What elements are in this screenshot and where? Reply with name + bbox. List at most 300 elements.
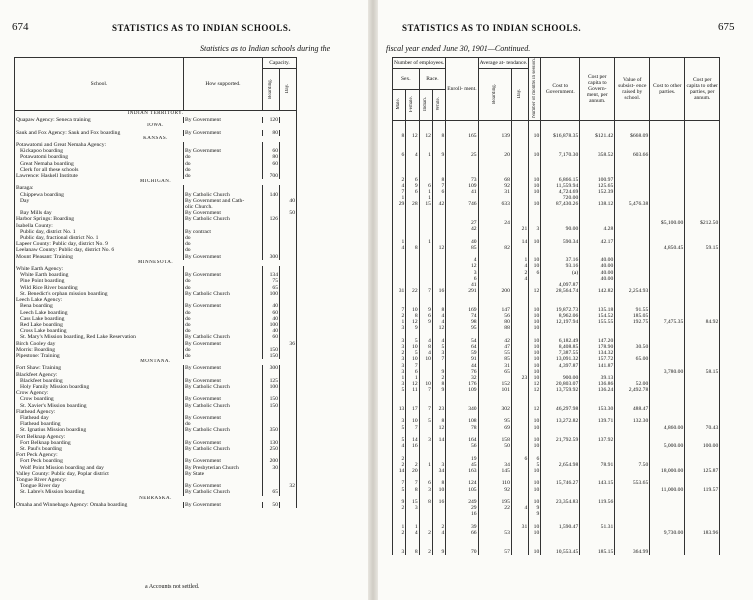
- how-supported-cell: By Government: [184, 210, 263, 216]
- att-boarding-cell: 633: [478, 201, 511, 207]
- left-page: [0, 0, 368, 600]
- cost-per-capita-other-cell: 70.43: [685, 425, 720, 431]
- male-cell: 3: [393, 418, 406, 424]
- day-capacity-cell: 36: [280, 341, 297, 347]
- white-cell: 4: [432, 530, 445, 536]
- value-subsistence-cell: 91.55: [615, 307, 650, 313]
- male-cell: 1: [393, 319, 406, 325]
- male-cell: 4: [393, 443, 406, 449]
- school-cell: Public day, fractional district No. 1: [15, 235, 184, 241]
- how-supported-cell: By Government: [184, 117, 263, 123]
- cost-per-capita-other-cell: [685, 120, 720, 127]
- cost-per-capita-cell: 157.72: [580, 356, 615, 362]
- cost-per-capita-cell: 136.86: [580, 381, 615, 387]
- how-supported-cell: By Government: [184, 148, 263, 154]
- white-cell: 12: [432, 325, 445, 331]
- cost-government-cell: 13,759.92: [541, 387, 580, 393]
- header-sex: Sex.: [393, 69, 420, 90]
- page-number-left: 674: [12, 21, 29, 33]
- school-cell: Crow Agency:: [15, 390, 184, 396]
- how-supported-cell: By Government: [184, 415, 263, 421]
- white-cell: 3: [432, 350, 445, 356]
- how-supported-cell: do: [184, 241, 263, 247]
- indian-cell: 9: [419, 307, 432, 313]
- how-supported-cell: By Catholic Church: [184, 403, 263, 409]
- white-cell: 8: [432, 307, 445, 313]
- cost-government-cell: 46,297.98: [541, 406, 580, 412]
- male-cell: 4: [393, 245, 406, 251]
- how-supported-cell: By Government: [184, 396, 263, 402]
- months-cell: 9: [529, 505, 541, 511]
- school-cell: Bena boarding: [15, 303, 184, 309]
- enrollment-cell: 164: [446, 437, 478, 443]
- school-cell: Crow boarding: [15, 396, 184, 402]
- att-boarding-cell: 139: [478, 133, 511, 139]
- boarding-capacity-cell: 80: [263, 154, 280, 160]
- white-cell: 5: [432, 344, 445, 350]
- months-cell: 9: [529, 511, 541, 517]
- att-boarding-cell: 92: [478, 183, 511, 189]
- att-day-cell: 4: [511, 276, 528, 282]
- months-cell: 10: [529, 344, 541, 350]
- boarding-capacity-cell: 40: [263, 303, 280, 309]
- school-cell: Public day, district No. 1: [15, 229, 184, 235]
- cost-other-cell: 5,000.00: [650, 443, 685, 449]
- value-subsistence-cell: $668.09: [615, 133, 650, 139]
- header-cost-per-capita-other: Cost per capita to other parties, per annum.: [685, 58, 720, 121]
- value-subsistence-cell: 65.00: [615, 356, 650, 362]
- how-supported-cell: By Government: [184, 254, 263, 260]
- cost-government-cell: 87,430.26: [541, 201, 580, 207]
- months-cell: 10: [529, 239, 541, 245]
- months-cell: 10: [529, 524, 541, 530]
- female-cell: 1: [406, 375, 419, 381]
- indian-cell: 1: [419, 189, 432, 195]
- cost-government-cell: (a): [541, 270, 580, 276]
- cost-per-capita-cell: 138.12: [580, 201, 615, 207]
- att-day-cell: 4: [511, 505, 528, 511]
- att-boarding-cell: 65: [478, 369, 511, 375]
- how-supported-cell: do: [184, 154, 263, 160]
- white-cell: 7: [432, 356, 445, 362]
- school-cell: Pipestone: Training: [15, 353, 184, 359]
- school-cell: Blackfeet Agency:: [15, 372, 184, 378]
- enrollment-cell: 176: [446, 381, 478, 387]
- how-supported-cell: By Catholic Church: [184, 446, 263, 452]
- how-supported-cell: do: [184, 235, 263, 241]
- how-supported-cell: do: [184, 173, 263, 179]
- female-cell: [406, 120, 419, 127]
- section-heading: MICHIGAN.: [15, 179, 297, 185]
- how-supported-cell: By Government: [184, 458, 263, 464]
- enrollment-cell: 54: [446, 338, 478, 344]
- male-cell: 3: [393, 381, 406, 387]
- female-cell: 10: [406, 418, 419, 424]
- cost-other-cell: 4,860.00: [650, 425, 685, 431]
- how-supported-cell: By Catholic Church: [184, 489, 263, 495]
- boarding-capacity-cell: 100: [263, 291, 280, 297]
- cost-government-cell: 10,553.45: [541, 549, 580, 555]
- cost-per-capita-cell: 4.28: [580, 226, 615, 232]
- cost-per-capita-cell: 139.71: [580, 418, 615, 424]
- how-supported-cell: By Government: [184, 341, 263, 347]
- att-boarding-cell: 80: [478, 319, 511, 325]
- boarding-capacity-cell: 100: [263, 322, 280, 328]
- white-cell: 12: [432, 425, 445, 431]
- cost-per-capita-cell: 137.92: [580, 437, 615, 443]
- indian-cell: 7: [419, 406, 432, 412]
- how-supported-cell: By Catholic Church: [184, 384, 263, 390]
- header-white: White.: [436, 97, 442, 111]
- att-boarding-cell: 152: [478, 381, 511, 387]
- school-cell: Mount Pleasant: Training: [15, 254, 184, 260]
- female-cell: 8: [406, 245, 419, 251]
- cost-government-cell: 4,724.69: [541, 189, 580, 195]
- indian-cell: 8: [419, 499, 432, 505]
- months-cell: 12: [529, 288, 541, 294]
- enrollment-cell: 19: [446, 456, 478, 462]
- school-cell: Wolf Point Mission boarding and day: [15, 465, 184, 471]
- how-supported-cell: By contract: [184, 229, 263, 235]
- months-cell: 12: [529, 381, 541, 387]
- female-cell: 2: [406, 462, 419, 468]
- female-cell: 10: [406, 307, 419, 313]
- indian-cell: 3: [419, 487, 432, 493]
- enrollment-cell: 41: [446, 282, 478, 288]
- male-cell: 13: [393, 406, 406, 412]
- male-cell: 2: [393, 505, 406, 511]
- how-supported-cell: By Presbyterian Church: [184, 465, 263, 471]
- boarding-capacity-cell: 60: [263, 334, 280, 340]
- male-cell: 2: [393, 177, 406, 183]
- male-cell: 5: [393, 387, 406, 393]
- value-subsistence-cell: 52.00: [615, 381, 650, 387]
- header-race: Race.: [419, 69, 446, 90]
- value-subsistence-cell: [615, 120, 650, 127]
- header-cost-government: Cost to Government.: [541, 58, 580, 121]
- cost-government-cell: 6,182.49: [541, 338, 580, 344]
- cost-other-cell: [650, 120, 685, 127]
- left-statistics-table: [14, 57, 297, 508]
- school-cell: Tongue River Agency:: [15, 477, 184, 483]
- enrollment-cell: 291: [446, 288, 478, 294]
- female-cell: 16: [406, 443, 419, 449]
- header-months: Number of months in session.: [531, 58, 537, 118]
- cost-per-capita-cell: 142.82: [580, 288, 615, 294]
- enrollment-cell: 4: [446, 257, 478, 263]
- school-cell: White Earth boarding: [15, 272, 184, 278]
- enrollment-cell: 105: [446, 487, 478, 493]
- school-cell: Chippewa boarding: [15, 192, 184, 198]
- female-cell: 4: [406, 152, 419, 158]
- enrollment-cell: 39: [446, 524, 478, 530]
- value-subsistence-cell: 30.50: [615, 344, 650, 350]
- how-supported-cell: do: [184, 310, 263, 316]
- att-boarding-cell: 47: [478, 344, 511, 350]
- boarding-capacity-cell: 65: [263, 285, 280, 291]
- female-cell: 22: [406, 288, 419, 294]
- school-cell: Fort Peck boarding: [15, 458, 184, 464]
- att-day-cell: 4: [511, 263, 528, 269]
- indian-cell: 1: [419, 462, 432, 468]
- cost-government-cell: 4,097.87: [541, 282, 580, 288]
- cost-government-cell: 90.00: [541, 226, 580, 232]
- indian-cell: 1: [419, 239, 432, 245]
- cost-other-cell: 9,730.00: [650, 530, 685, 536]
- boarding-capacity-cell: 300: [263, 254, 280, 260]
- header-boarding: Boarding.: [268, 78, 273, 99]
- school-cell: Fort Belknap boarding: [15, 440, 184, 446]
- enrollment-cell: 109: [446, 183, 478, 189]
- indian-cell: 6: [419, 313, 432, 319]
- att-day-cell: 1: [511, 257, 528, 263]
- enrollment-cell: 66: [446, 530, 478, 536]
- how-supported-cell: By Catholic Church: [184, 334, 263, 340]
- att-day-cell: 23: [511, 375, 528, 381]
- school-cell: St. Paul's boarding: [15, 446, 184, 452]
- months-cell: 12: [529, 387, 541, 393]
- att-boarding-cell: 31: [478, 189, 511, 195]
- att-day-cell: 21: [511, 226, 528, 232]
- female-cell: 12: [406, 319, 419, 325]
- how-supported-cell: do: [184, 161, 263, 167]
- enrollment-cell: 29: [446, 505, 478, 511]
- school-cell: Flathead day: [15, 415, 184, 421]
- months-cell: 10: [529, 338, 541, 344]
- white-cell: 8: [432, 418, 445, 424]
- enrollment-cell: 56: [446, 443, 478, 449]
- table-row: [393, 549, 720, 555]
- school-cell: Lapeer County: Public day, district No. 9: [15, 241, 184, 247]
- months-cell: 10: [529, 499, 541, 505]
- att-boarding-cell: 34: [478, 462, 511, 468]
- male-cell: 5: [393, 487, 406, 493]
- how-supported-cell: By Catholic Church: [184, 216, 263, 222]
- cost-per-capita-cell: 143.15: [580, 480, 615, 486]
- cost-per-capita-cell: 51.31: [580, 524, 615, 530]
- school-cell: Blackfeet boarding: [15, 378, 184, 384]
- cost-per-capita-cell: 119.56: [580, 499, 615, 505]
- how-supported-cell: do: [184, 316, 263, 322]
- right-statistics-table: [392, 57, 720, 555]
- att-boarding-cell: 50: [478, 443, 511, 449]
- day-capacity-cell: [280, 502, 297, 508]
- months-cell: 10: [529, 189, 541, 195]
- indian-cell: 6: [419, 480, 432, 486]
- male-cell: 2: [393, 456, 406, 462]
- months-cell: 10: [529, 480, 541, 486]
- right-page: [378, 0, 753, 600]
- enrollment-cell: 91: [446, 356, 478, 362]
- cost-government-cell: 13,272.82: [541, 418, 580, 424]
- white-cell: 4: [432, 338, 445, 344]
- how-supported-cell: do: [184, 247, 263, 253]
- months-cell: [529, 120, 541, 127]
- male-cell: 1: [393, 239, 406, 245]
- page-number-right: 675: [718, 21, 735, 33]
- indian-cell: 10: [419, 356, 432, 362]
- white-cell: 8: [432, 133, 445, 139]
- school-cell: Lawrence: Haskell Institute: [15, 173, 184, 179]
- school-cell: Baraga:: [15, 185, 184, 191]
- boarding-capacity-cell: 250: [263, 446, 280, 452]
- how-supported-cell: do: [184, 347, 263, 353]
- school-cell: Wild Rice River boarding: [15, 285, 184, 291]
- cost-per-capita-cell: 40.00: [580, 276, 615, 282]
- cost-government-cell: $16,878.35: [541, 133, 580, 139]
- cost-other-cell: 3,780.00: [650, 369, 685, 375]
- header-value-subsistence: Value of subsist- ence raised by school.: [615, 58, 650, 121]
- att-boarding-cell: 302: [478, 406, 511, 412]
- white-cell: 14: [432, 437, 445, 443]
- boarding-capacity-cell: 350: [263, 427, 280, 433]
- header-att-day: Day.: [517, 88, 523, 99]
- cost-government-cell: 7,387.55: [541, 350, 580, 356]
- att-boarding-cell: 31: [478, 363, 511, 369]
- male-cell: 14: [393, 468, 406, 474]
- male-cell: 8: [393, 133, 406, 139]
- value-subsistence-cell: 2,492.78: [615, 387, 650, 393]
- how-supported-cell: By Government and Cath-: [184, 198, 263, 204]
- male-cell: 2: [393, 350, 406, 356]
- how-supported-cell: do: [184, 353, 263, 359]
- cost-per-capita-cell: 152.39: [580, 189, 615, 195]
- school-cell: Day: [15, 198, 184, 204]
- att-boarding-cell: 101: [478, 387, 511, 393]
- school-cell: Leech Lake Agency:: [15, 297, 184, 303]
- female-cell: 5: [406, 350, 419, 356]
- enrollment-cell: 76: [446, 369, 478, 375]
- school-cell: White Earth Agency:: [15, 266, 184, 272]
- book-gutter: [368, 0, 378, 600]
- school-cell: Fort Belknap Agency:: [15, 434, 184, 440]
- cost-per-capita-other-cell: 100.00: [685, 443, 720, 449]
- cost-government-cell: 2,654.98: [541, 462, 580, 468]
- cost-government-cell: 6,866.15: [541, 177, 580, 183]
- how-supported-cell: By Government: [184, 483, 263, 489]
- cost-per-capita-cell: 136.24: [580, 387, 615, 393]
- months-cell: 10: [529, 263, 541, 269]
- value-subsistence-cell: 488.47: [615, 406, 650, 412]
- months-cell: 10: [529, 369, 541, 375]
- cost-other-cell: [650, 549, 685, 555]
- female-cell: 9: [406, 183, 419, 189]
- school-cell: Flathead boarding: [15, 421, 184, 427]
- cost-per-capita-cell: 134.32: [580, 350, 615, 356]
- school-cell: Fort Peck Agency:: [15, 452, 184, 458]
- male-cell: 6: [393, 152, 406, 158]
- att-boarding-cell: 145: [478, 468, 511, 474]
- subtitle-left: Statistics as to Indian schools during the: [200, 44, 331, 53]
- indian-cell: 3: [419, 437, 432, 443]
- boarding-capacity-cell: 60: [263, 148, 280, 154]
- enrollment-cell: 124: [446, 480, 478, 486]
- day-capacity-cell: 50: [280, 210, 297, 216]
- boarding-capacity-cell: 200: [263, 458, 280, 464]
- cost-government-cell: 8,962.06: [541, 313, 580, 319]
- boarding-capacity-cell: 300: [263, 365, 280, 371]
- indian-cell: 8: [419, 344, 432, 350]
- boarding-capacity-cell: 65: [263, 489, 280, 495]
- enrollment-cell: 249: [446, 499, 478, 505]
- indian-cell: 4: [419, 338, 432, 344]
- att-boarding-cell: 56: [478, 313, 511, 319]
- female-cell: 14: [406, 437, 419, 443]
- indian-cell: 4: [419, 350, 432, 356]
- male-cell: 7: [393, 480, 406, 486]
- att-boarding-cell: 69: [478, 425, 511, 431]
- cost-per-capita-other-cell: $212.50: [685, 220, 720, 226]
- school-cell: Pine Point boarding: [15, 278, 184, 284]
- att-boarding-cell: 22: [478, 505, 511, 511]
- female-cell: 7: [406, 425, 419, 431]
- school-cell: Birch Cooley day: [15, 341, 184, 347]
- enrollment-cell: 163: [446, 468, 478, 474]
- enrollment-cell: 64: [446, 344, 478, 350]
- value-subsistence-cell: 2,254.93: [615, 288, 650, 294]
- white-cell: 12: [432, 245, 445, 251]
- school-cell: Potawatomi boarding: [15, 154, 184, 160]
- male-cell: 2: [393, 313, 406, 319]
- male-cell: 7: [393, 189, 406, 195]
- enrollment-cell: 45: [446, 462, 478, 468]
- cost-per-capita-cell: $121.42: [580, 133, 615, 139]
- cost-per-capita-other-cell: 125.87: [685, 468, 720, 474]
- cost-government-cell: 8,408.85: [541, 344, 580, 350]
- value-subsistence-cell: 603.66: [615, 152, 650, 158]
- how-supported-cell: do: [184, 421, 263, 427]
- enrollment-cell: 59: [446, 350, 478, 356]
- subtitle-right: fiscal year ended June 30, 1901—Continued.: [386, 44, 531, 53]
- male-cell: 3: [393, 549, 406, 555]
- female-cell: 28: [406, 201, 419, 207]
- white-cell: 7: [432, 183, 445, 189]
- enrollment-cell: 95: [446, 325, 478, 331]
- female-cell: 11: [406, 387, 419, 393]
- white-cell: 2: [432, 375, 445, 381]
- boarding-capacity-cell: 60: [263, 310, 280, 316]
- months-cell: 10: [529, 425, 541, 431]
- female-cell: 6: [406, 177, 419, 183]
- cost-other-cell: 7,475.35: [650, 319, 685, 325]
- months-cell: 10: [529, 257, 541, 263]
- months-cell: 10: [529, 363, 541, 369]
- cost-government-cell: 19,872.73: [541, 307, 580, 313]
- cost-government-cell: 11,559.94: [541, 183, 580, 189]
- enrollment-cell: 40: [446, 239, 478, 245]
- school-cell: Omaha and Winnebago Agency: Omaha boarding: [15, 502, 184, 508]
- indian-cell: 1: [419, 195, 432, 201]
- how-supported-cell: By Government: [184, 378, 263, 384]
- indian-cell: [419, 120, 432, 127]
- att-boarding-cell: 55: [478, 350, 511, 356]
- running-head-right: STATISTICS AS TO INDIAN SCHOOLS.: [402, 23, 582, 33]
- enrollment-cell: 108: [446, 418, 478, 424]
- cost-other-cell: 11,000.00: [650, 487, 685, 493]
- white-cell: 8: [432, 480, 445, 486]
- months-cell: 10: [529, 468, 541, 474]
- boarding-capacity-cell: 150: [263, 353, 280, 359]
- male-cell: 1: [393, 195, 406, 201]
- cost-per-capita-cell: 141.87: [580, 363, 615, 369]
- male-cell: 2: [393, 530, 406, 536]
- female-cell: 17: [406, 406, 419, 412]
- day-capacity-cell: 40: [280, 198, 297, 204]
- cost-per-capita-other-cell: 58.15: [685, 369, 720, 375]
- cost-per-capita-cell: 42.17: [580, 239, 615, 245]
- section-heading-row: [15, 111, 297, 118]
- header-att-boarding: Boarding.: [491, 83, 497, 104]
